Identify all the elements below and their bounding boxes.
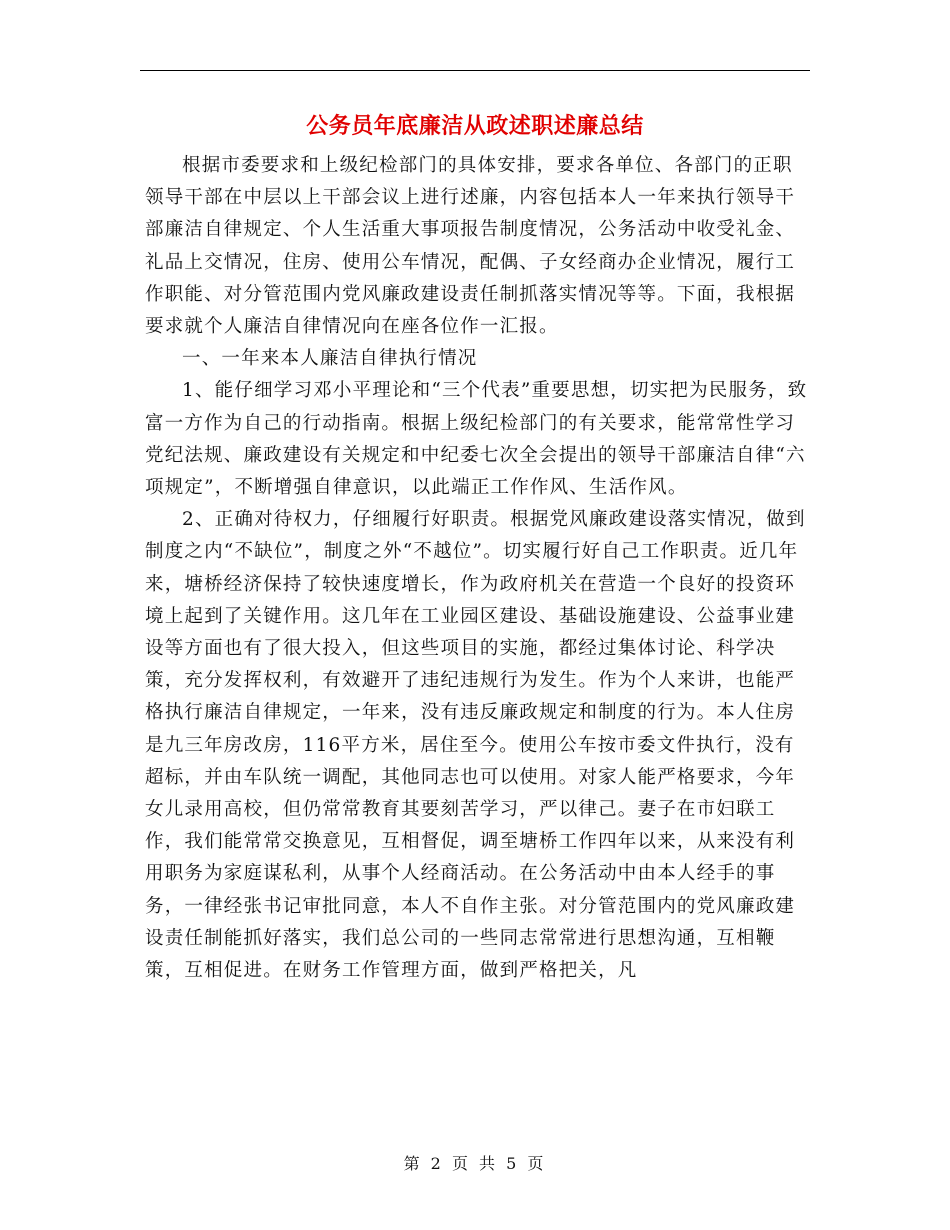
section-heading: 一、一年来本人廉洁自律执行情况 xyxy=(182,348,478,370)
paragraph-item-2: 2、正确对待权力，仔细履行好职责。根据党风廉政建设落实情况，做到制度之内“不缺位”，制度之外“不越位”。切实履行好自己工作职责。近几年来，塘桥经济保持了较快速度增长，作为政府机关在营造一个良好的投资环境上起到了关键作用。这几年在工业园区建设、基础设施建设、公益事业建设等方面也有了很大投入，但这些项目的实施，都经过集体讨论、科学决策，充分发挥权利，有效避开了违纪违规行为发生。作为个人来讲，也能严格执行廉洁自律规定，一年来，没有违反廉政规定和制度的行为。本人住房是九三年房改房，116平方米，居住至今。使用公车按市委文件执行，没有超标，并由车队统一调配，其他同志也可以使用。对家人能严格要求，今年女儿录用高校，但仍常常教育其要刻苦学习，严以律己。妻子在市妇联工作，我们能常常交换意见，互相督促，调至塘桥工作四年以来，从来没有利用职务为家庭谋私利，从事个人经商活动。在公务活动中由本人经手的事务，一律经张书记审批同意，本人不自作主张。对分管范围内的党风廉政建设责任制能抓好落实，我们总公司的一些同志常常进行思想沟通，互相鞭策，互相促进。在财务工作管理方面，做到严格把关，凡 xyxy=(145,509,806,982)
paragraph-intro: 根据市委要求和上级纪检部门的具体安排，要求各单位、各部门的正职领导干部在中层以上干部会议上进行述廉，内容包括本人一年来执行领导干部廉洁自律规定、个人生活重大事项报告制度情况，公务活动中收受礼金、礼品上交情况，住房、使用公车情况，配偶、子女经商办企业情况，履行工作职能、对分管范围内党风廉政建设责任制抓落实情况等等。下面，我根据要求就个人廉洁自律情况向在座各位作一汇报。 xyxy=(145,155,796,338)
header-rule xyxy=(140,70,810,71)
document-body xyxy=(145,150,810,987)
paragraph-item-1: 1、能仔细学习邓小平理论和“三个代表”重要思想，切实把为民服务，致富一方作为自己的行动指南。根据上级纪检部门的有关要求，能常常性学习党纪法规、廉政建设有关规定和中纪委七次全会提出的领导干部廉洁自律“六项规定”，不断增强自律意识，以此端正工作作风、生活作风。 xyxy=(145,380,808,499)
document-title: 公务员年底廉洁从政述职述廉总结 xyxy=(306,113,644,139)
page-number: 第 2 页 共 5 页 xyxy=(403,1154,547,1173)
